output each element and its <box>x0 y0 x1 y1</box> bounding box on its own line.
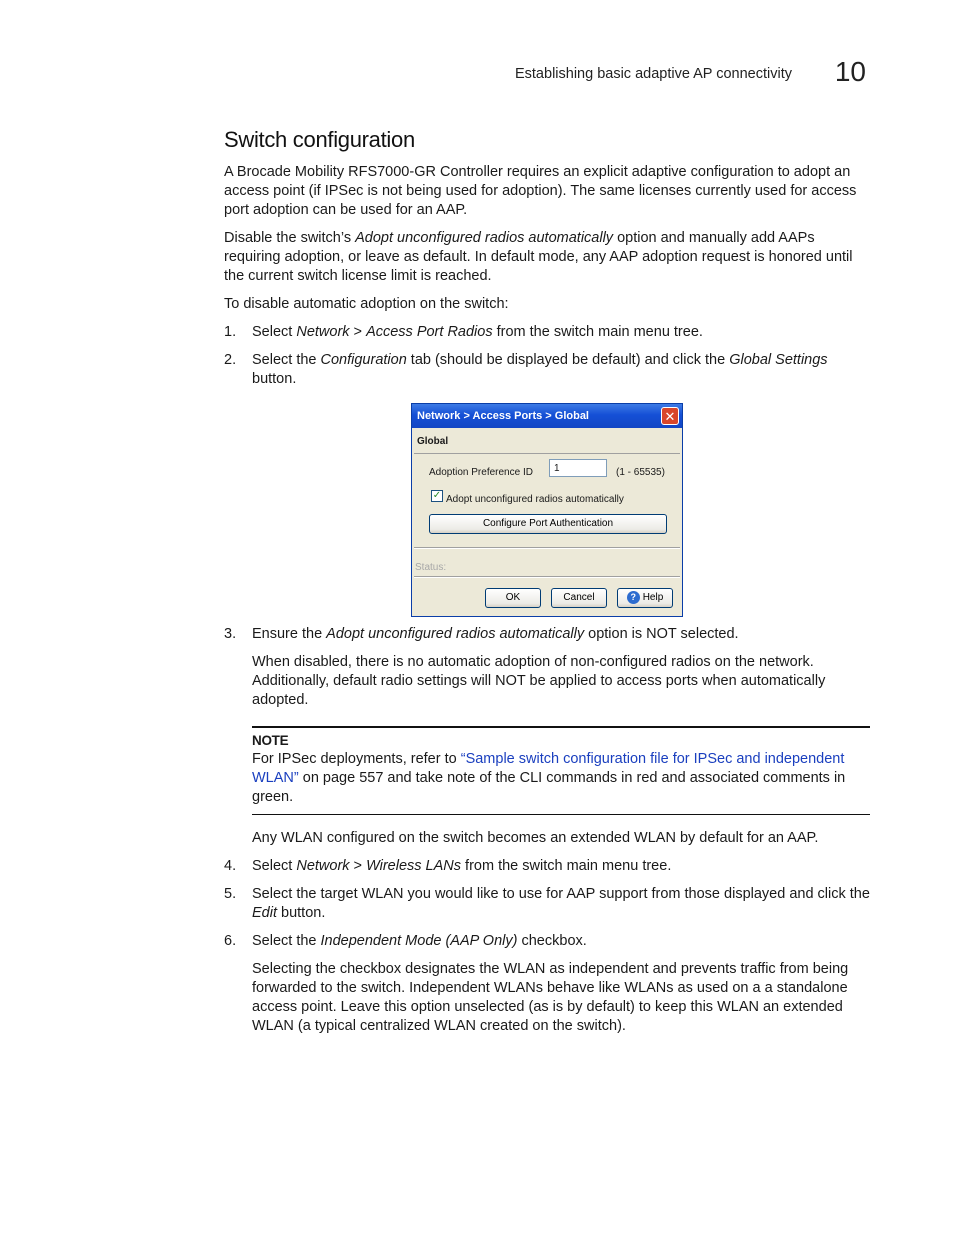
default-mode-paragraph: Disable the switch’s Adopt unconfigured radios automatically option and manually add AAPs requiring adoption, or leave as default. In default mode, any AAP adoption request is honored until the current switch license limit is reached. <box>224 230 853 284</box>
configure-port-authentication-button[interactable]: Configure Port Authentication <box>429 514 667 534</box>
note-text: For IPSec deployments, refer to “Sample switch configuration file for IPSec and independent WLAN” on page 557 and take note of the CLI commands in red and associated comments in green. <box>252 751 846 805</box>
chapter-number: 10 <box>834 56 866 87</box>
section-title: Switch configuration <box>224 127 415 152</box>
ok-button[interactable]: OK <box>485 588 541 608</box>
step-2: 2. Select the Configuration tab (should be displayed be default) and click the Global Settings button. <box>224 352 828 387</box>
dialog-divider <box>414 576 680 578</box>
dialog-title: Network > Access Ports > Global <box>417 410 589 422</box>
adoption-preference-label: Adoption Preference ID <box>429 467 533 478</box>
step-6-detail: Selecting the checkbox designates the WLAN as independent and prevents traffic from being forwarded to the switch. Independent WLANs behave like WLANs as used on a a standalone access point. Leave this option unselected (as is by default) to keep this WLAN an extended WLAN (a typical centralized WLAN created on the switch). <box>252 961 849 1034</box>
global-settings-dialog <box>411 403 683 617</box>
note-link[interactable]: “Sample switch configuration file for IPSec and independent WLAN” <box>252 751 845 786</box>
procedure-intro: To disable automatic adoption on the switch: <box>224 296 509 312</box>
dialog-group-title: Global <box>414 428 680 454</box>
note-label: NOTE <box>252 733 289 748</box>
dialog-figure <box>224 403 870 617</box>
page-content <box>224 127 870 1045</box>
intro-paragraph: A Brocade Mobility RFS7000-GR Controller requires an explicit adaptive configuration to adopt an access point (if IPSec is not being used for adoption). The same licenses currently used for access port adoption can be used for an AAP. <box>224 164 857 218</box>
help-button[interactable]: ? Help <box>617 588 673 608</box>
close-icon[interactable]: ✕ <box>661 407 679 425</box>
cancel-button[interactable]: Cancel <box>551 588 607 608</box>
status-label: Status: <box>415 562 447 573</box>
adopt-unconfigured-checkbox[interactable]: ✓ <box>432 490 442 501</box>
step-3: 3. Ensure the Adopt unconfigured radios automatically option is NOT selected. <box>224 626 739 642</box>
step-4: 4. Select Network > Wireless LANs from the switch main menu tree. <box>224 858 672 874</box>
running-header-title: Establishing basic adaptive AP connectivity <box>514 66 792 82</box>
step-1: 1. Select Network > Access Port Radios from the switch main menu tree. <box>224 324 703 340</box>
dialog-divider <box>414 547 680 549</box>
extended-wlan-paragraph: Any WLAN configured on the switch becomes an extended WLAN by default for an AAP. <box>252 830 819 846</box>
adoption-preference-range: (1 - 65535) <box>616 467 665 478</box>
adopt-unconfigured-label: Adopt unconfigured radios automatically <box>446 494 624 505</box>
step-3-detail: When disabled, there is no automatic adoption of non-configured radios on the network. Additionally, default radio settings will NOT be applied to access ports when automatically adopted. <box>252 654 826 708</box>
step-6: 6. Select the Independent Mode (AAP Only) checkbox. <box>224 933 587 949</box>
note-box <box>252 726 870 815</box>
step-5: 5. Select the target WLAN you would like to use for AAP support from those displayed and click the Edit button. <box>224 886 870 921</box>
help-icon: ? <box>627 591 640 604</box>
dialog-titlebar <box>412 404 682 428</box>
adoption-preference-input[interactable]: 1 <box>549 459 607 477</box>
